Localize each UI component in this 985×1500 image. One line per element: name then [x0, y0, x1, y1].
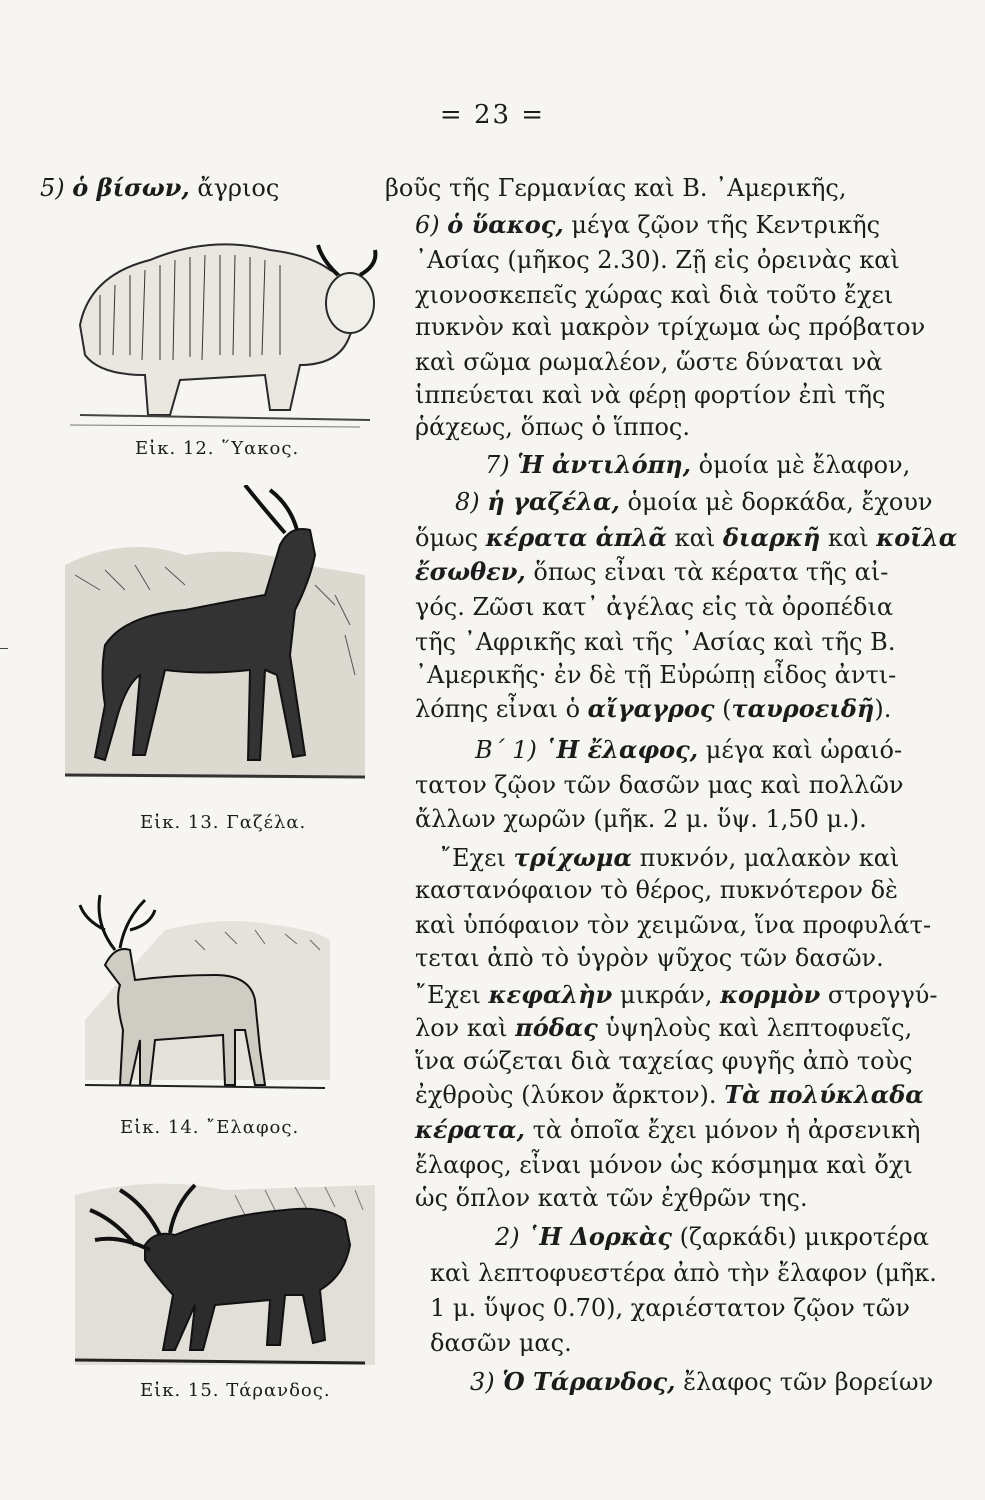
text-segment: ᾿Αμερικῆς· ἐν δὲ τῇ Εὐρώπῃ εἶδος ἀντι-: [415, 661, 897, 689]
text-segment: πυκνόν, μαλακὸν καὶ: [631, 844, 900, 872]
text-line: [415, 347, 883, 377]
text-segment: ῎Εχει: [415, 981, 489, 1009]
item-number: 7): [485, 451, 518, 479]
text-segment: ῥάχεως, ὅπως ὁ ἵππος.: [415, 413, 690, 441]
text-line: [440, 843, 899, 873]
emphasized-term: κέρατα,: [415, 1115, 525, 1144]
text-line: [415, 523, 957, 553]
text-line: [415, 380, 885, 410]
text-line: [475, 735, 902, 765]
text-segment: ἄλλων χωρῶν (μῆκ. 2 μ. ὕψ. 1,50 μ.).: [415, 805, 867, 833]
emphasized-term: αἴγαγρος: [587, 694, 715, 723]
text-segment: βοῦς τῆς Γερμανίας καὶ Β. ᾿Αμερικῆς,: [385, 174, 847, 202]
item-number: 8): [455, 488, 488, 516]
text-segment: 1 μ. ὕψος 0.70), χαριέστατον ζῷον τῶν: [430, 1294, 910, 1322]
text-segment: δασῶν μας.: [430, 1329, 572, 1357]
text-segment: καὶ σῶμα ρωμαλέον, ὥστε δύναται νὰ: [415, 348, 883, 376]
text-line: [415, 280, 893, 310]
emphasized-term: κοῖλα: [876, 523, 958, 552]
text-line: [455, 487, 933, 517]
text-line: [415, 910, 931, 940]
text-segment: τεται ἀπὸ τὸ ὑγρὸν ψῦχος τῶν δασῶν.: [415, 944, 884, 972]
figure-caption: Εἰκ. 15. Τάρανδος.: [140, 1380, 331, 1401]
text-segment: ὁμοία μὲ δορκάδα, ἔχουν: [619, 488, 933, 516]
emphasized-term: κέρατα ἁπλᾶ: [485, 523, 667, 552]
item-number: 2): [495, 1223, 528, 1251]
text-segment: μέγα καὶ ὡραιό-: [698, 736, 903, 764]
text-segment: (ζαρκάδι) μικροτέρα: [671, 1223, 929, 1251]
text-segment: ῎Εχει: [440, 844, 514, 872]
emphasized-term: διαρκῆ: [722, 523, 821, 552]
text-line: [415, 245, 900, 275]
text-line: [415, 412, 690, 442]
text-segment: ἵνα σώζεται διὰ ταχείας φυγῆς ἀπὸ τοὺς: [415, 1047, 913, 1075]
emphasized-term: πόδας: [515, 1013, 598, 1042]
text-line: [415, 660, 896, 690]
text-segment: ᾿Ασίας (μῆκος 2.30). Ζῇ εἰς ὀρεινὰς καὶ: [415, 246, 900, 274]
emphasized-term: κεφαλὴν: [488, 980, 613, 1009]
text-line: [415, 1183, 808, 1213]
text-line: [415, 1115, 920, 1145]
text-line: [495, 1222, 929, 1252]
text-line: [415, 592, 893, 622]
text-line: [415, 1046, 913, 1076]
text-segment: καὶ λεπτοφυεστέρα ἀπὸ τὴν ἔλαφον (μῆκ.: [430, 1259, 937, 1287]
reindeer-illustration: [75, 1165, 375, 1375]
text-segment: ἐχθροὺς (λύκον ἄρκτον).: [415, 1081, 725, 1109]
text-segment: χιονοσκεπεῖς χώρας καὶ διὰ τοῦτο ἔχει: [415, 281, 894, 309]
text-line: [415, 694, 891, 724]
text-line: [385, 173, 846, 203]
figure-caption: Εἰκ. 14. ῎Ελαφος.: [120, 1117, 300, 1138]
emphasized-term: ῾Η Δορκὰς: [527, 1222, 672, 1251]
text-segment: καὶ: [667, 524, 723, 552]
text-line: [415, 875, 898, 905]
item-number: Β΄ 1): [475, 736, 545, 764]
text-segment: ὅπως εἶναι τὰ κέρατα τῆς αἰ-: [525, 558, 889, 586]
text-segment: γός. Ζῶσι κατ᾿ ἀγέλας εἰς τὰ ὀροπέδια: [415, 593, 894, 621]
text-segment: ἄγριος: [189, 174, 280, 202]
item-number: 3): [470, 1368, 503, 1396]
text-line: [415, 980, 937, 1010]
text-line: [430, 1328, 572, 1358]
text-segment: τὰ ὁποῖα ἔχει μόνον ἡ ἀρσενικὴ: [524, 1116, 921, 1144]
emphasized-term: ῾Η ἔλαφος,: [544, 735, 699, 764]
figure-caption: Εἰκ. 13. Γαζέλα.: [140, 812, 307, 833]
text-line: [415, 627, 895, 657]
emphasized-term: Ὁ Τάρανδος,: [502, 1367, 676, 1396]
text-segment: ἔλαφος, εἶναι μόνον ὡς κόσμημα καὶ ὄχι: [415, 1151, 913, 1179]
item-number: 5): [40, 174, 73, 202]
text-segment: ).: [874, 695, 892, 723]
text-line: [415, 210, 880, 240]
emphasized-term: τρίχωμα: [513, 843, 632, 872]
gazelle-illustration: [65, 485, 375, 795]
text-segment: πυκνὸν καὶ μακρὸν τρίχωμα ὡς πρόβατον: [415, 313, 926, 341]
text-segment: μέγα ζῷον τῆς Κεντρικῆς: [563, 211, 881, 239]
text-line: [415, 1150, 913, 1180]
text-line: [470, 1367, 933, 1397]
text-segment: ὅμως: [415, 524, 486, 552]
emphasized-term: κορμὸν: [720, 980, 821, 1009]
text-line: [415, 804, 867, 834]
emphasized-term: ἡ γαζέλα,: [487, 487, 620, 516]
text-segment: ὑψηλοὺς καὶ λεπτοφυεῖς,: [597, 1014, 913, 1042]
yak-illustration: [60, 215, 380, 430]
text-segment: ὡς ὅπλον κατὰ τῶν ἐχθρῶν της.: [415, 1184, 808, 1212]
text-segment: ἔλαφος τῶν βορείων: [675, 1368, 934, 1396]
text-line: [415, 312, 925, 342]
text-line: [415, 770, 904, 800]
text-segment: λον καὶ: [415, 1014, 516, 1042]
text-segment: (: [714, 695, 732, 723]
text-segment: καὶ ὑπόφαιον τὸν χειμῶνα, ἵνα προφυλάτ-: [415, 911, 932, 939]
emphasized-term: Ἡ ἀντιλόπη,: [517, 450, 691, 479]
text-segment: λόπης εἶναι ὁ: [415, 695, 588, 723]
text-segment: τατον ζῷον τῶν δασῶν μας καὶ πολλῶν: [415, 771, 904, 799]
text-segment: ὁμοία μὲ ἔλαφον,: [690, 451, 911, 479]
emphasized-term: ταυροειδῆ: [731, 694, 875, 723]
page-number: = 23 =: [439, 100, 546, 130]
text-segment: τῆς ᾿Αφρικῆς καὶ τῆς ᾿Ασίας καὶ τῆς Β.: [415, 628, 896, 656]
text-line: [415, 1013, 912, 1043]
text-segment: στρογγύ-: [820, 981, 938, 1009]
text-segment: ἱππεύεται καὶ νὰ φέρῃ φορτίον ἐπὶ τῆς: [415, 381, 886, 409]
deer-illustration: [75, 870, 340, 1100]
emphasized-term: ὁ ὕακος,: [447, 210, 564, 239]
margin-mark: [0, 648, 8, 649]
text-line: [430, 1293, 910, 1323]
emphasized-term: Τὰ πολύκλαδα: [724, 1080, 924, 1109]
emphasized-term: ὁ βίσων,: [72, 173, 190, 202]
text-line: [430, 1258, 937, 1288]
text-line: [415, 1080, 924, 1110]
emphasized-term: ἔσωθεν,: [415, 557, 526, 586]
text-segment: καστανόφαιον τὸ θέρος, πυκνότερον δὲ: [415, 876, 898, 904]
text-line: [415, 557, 888, 587]
figure-caption: Εἰκ. 12. ῞Υακος.: [135, 438, 300, 459]
text-segment: καὶ: [820, 524, 877, 552]
item-number: 6): [415, 211, 448, 239]
text-line: [485, 450, 910, 480]
text-line: [415, 943, 884, 973]
text-line: [40, 173, 279, 203]
text-segment: μικράν,: [612, 981, 721, 1009]
